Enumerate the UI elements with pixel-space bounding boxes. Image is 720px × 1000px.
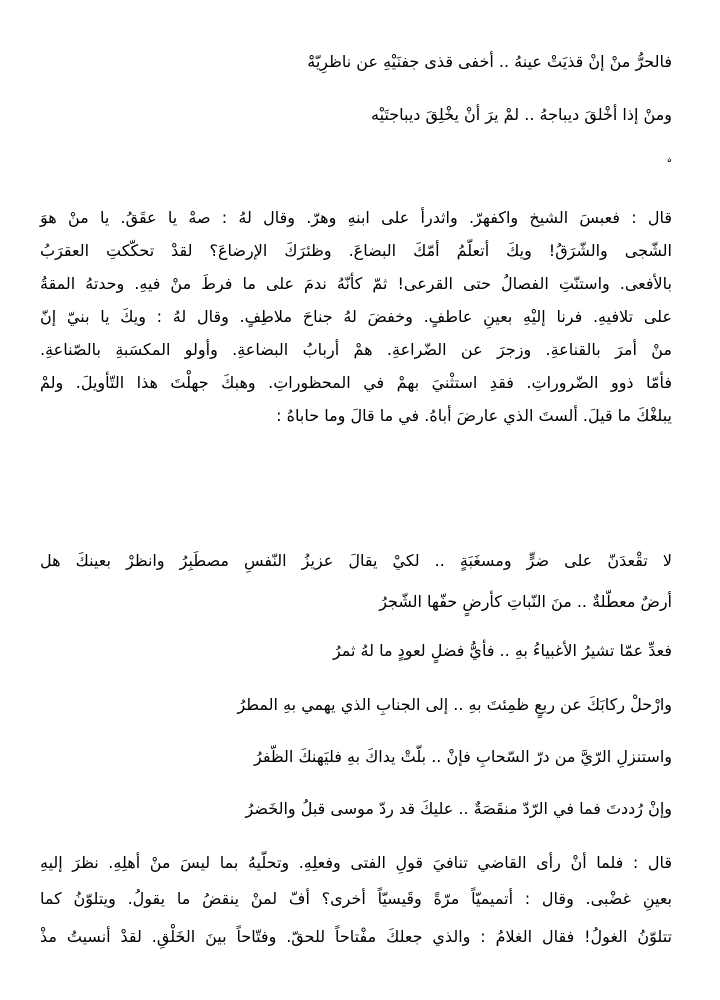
prose-line: على تلافيهِ. فرنا إليْهِ بعينِ عاطفٍ. وخفضَ لهُ جناحَ ملاطِفٍ. وقال لهُ : ويكَ يا بنيّ إنّ (40, 307, 672, 326)
poem-verse: فالحرُّ منْ إنْ قذيَتْ عينهُ .. أخفى قذى جفنَيْهِ عن ناظرِيّهْ (307, 52, 672, 71)
poem-verse: لا تقْعدَنّ على ضرٍّ ومسغَبَةٍ .. لكيْ يقالَ عزيزُ النّفسِ مصطَبِرُ وانظرْ بعينكَ هل (40, 551, 672, 570)
prose-line: يبلغْكَ ما قيلَ. ألستَ الذي عارضَ أباهُ. في ما قالَ وما حاباهُ : (276, 406, 672, 425)
poem-verse: أرضٌ معطّلةٌ .. منَ النّباتِ كأرضٍ حفّها الشّجرُ (379, 592, 672, 611)
poem-verse: فعدِّ عمّا تشيرُ الأغبياءُ بهِ .. فأيُّ فضلٍ لعودٍ ما لهُ ثمرُ (332, 641, 672, 660)
poem-verse: واستنزلِ الرّيَّ من درّ السّحابِ فإنْ .. بلّتْ يداكَ بهِ فليَهنكَ الظّفرُ (253, 747, 672, 766)
prose-line: فأمّا ذوو الضّروراتِ. فقدِ استثْنيَ بهمْ في المحظوراتِ. وهبكَ جهلْتَ هذا التّأويلَ. ولمْ (40, 373, 672, 392)
poem-verse: وإنْ رُددتَ فما في الرّدّ منقَصَةٌ .. عليكَ قد ردّ موسى قبلُ والخَضرُ (245, 799, 672, 818)
prose-line: قال : فلما أنْ رأى القاضي تنافيَ قولِ الفتى وفعلِهِ. وتحلّيهُ بما ليسَ منْ أهلِهِ. نظرَ إليهِ (40, 853, 672, 872)
poem-verse: ومنْ إذا أخْلقَ ديباجهُ .. لمْ يرَ أنْ يخْلِقَ ديباجتَيْه (371, 105, 672, 124)
prose-line: منْ أمرَ بالقناعةِ. وزجرَ عن الضّراعةِ. همْ أربابُ البضاعةِ. وأولو المكسَبةِ بالصّناعةِ. (40, 340, 672, 359)
prose-line: تتلوّنُ الغولُ! فقال الغلامُ : والذي جعلكَ مفْتاحاً للحقّ. وفتّاحاً بينَ الخَلْقِ. لقدْ أنسيتُ مذْ (40, 927, 672, 946)
prose-line: بعينِ غضْبى. وقال : أتميميّاً مرّةً وقَيسيّاً أخرى؟ أفّ لمنْ ينقضُ ما يقولُ. ويتلوّنُ كما (40, 889, 672, 908)
prose-line: الشّجى والشّرَقُ! ويكَ أتعلّمُ أمّكَ البضاعَ. وظئرَكَ الإرضاعَ؟ لقدْ تحكّكتِ العقرَبُ (40, 241, 672, 260)
poem-verse: وارْحلْ ركابَكَ عن ربعٍ ظمِئتَ بهِ .. إلى الجنابِ الذي يهمي بهِ المطرُ (237, 695, 672, 714)
prose-line: بالأفعى. واستنّتِ الفصالُ حتى القرعى! ثمّ كأنّهُ ندمَ على ما فرطَ منْ فيهِ. وحدتهُ المقةُ (40, 274, 672, 293)
prose-line: قال : فعبسَ الشيخ واكفهرّ. واثدرأ على ابنهِ وهرّ. وقال لهُ : صهْ يا عقَقُ. يا منْ هوَ (40, 208, 672, 227)
